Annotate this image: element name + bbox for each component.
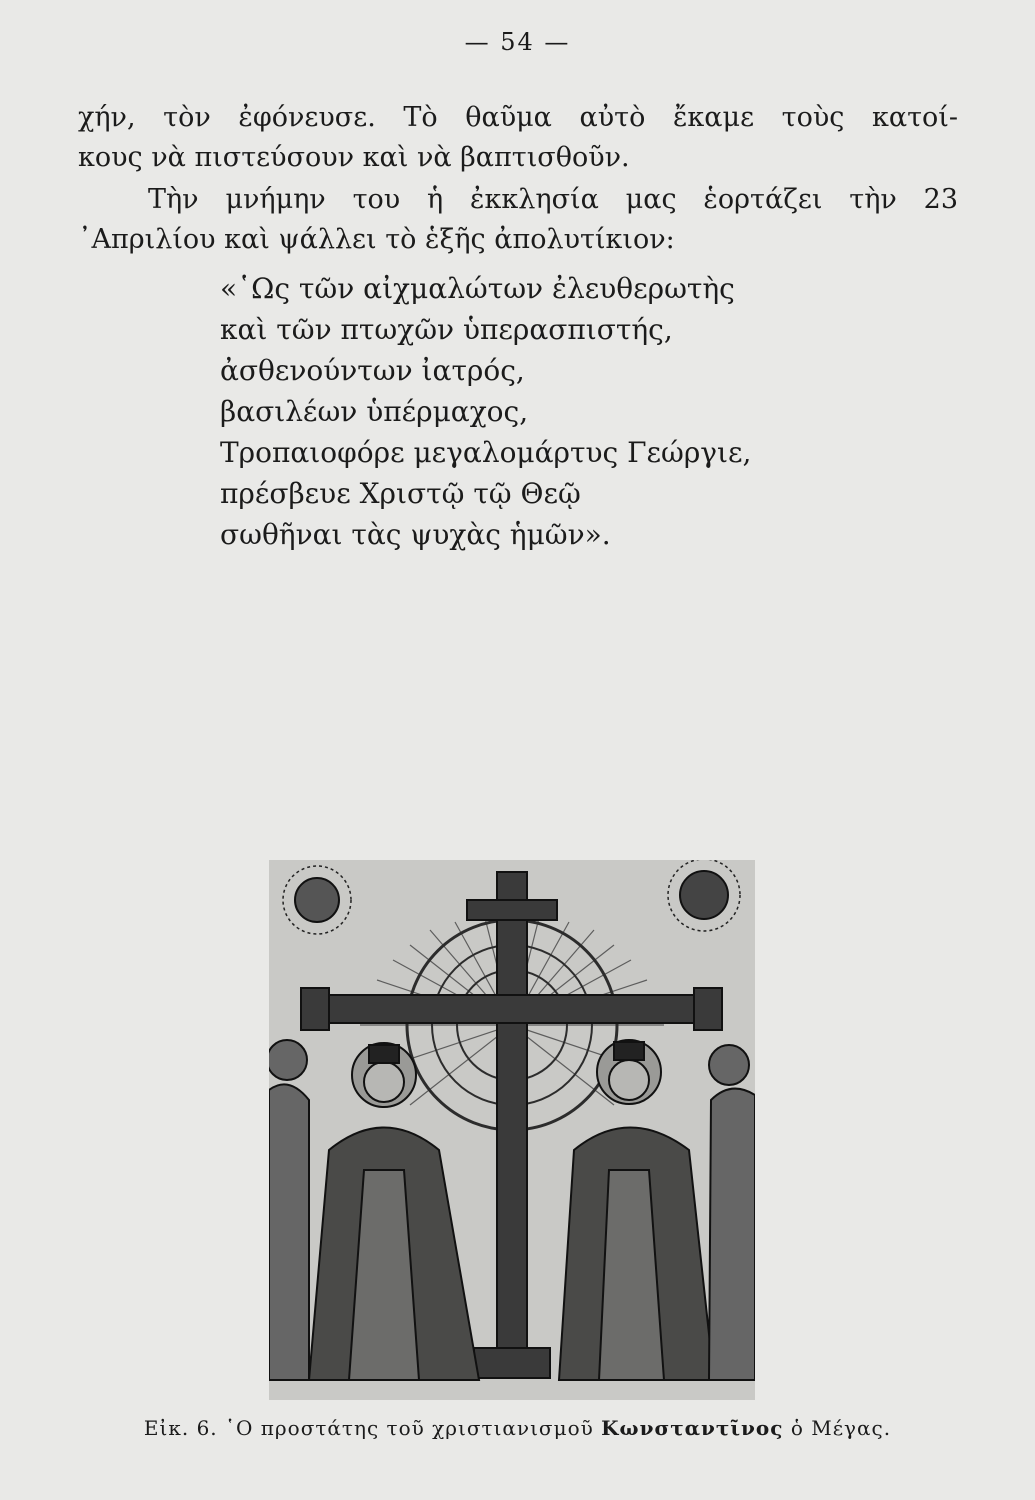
paragraph-1: [78, 98, 958, 178]
icon-illustration: [269, 860, 755, 1400]
hymn-line: «῾Ως τῶν αἰχμαλώτων ἐλευθερωτὴς: [220, 272, 735, 305]
caption-suffix: ὁ Μέγας.: [790, 1416, 892, 1440]
paragraph-2-line-2: ᾿Απριλίου καὶ ψάλλει τὸ ἑξῆς ἀπολυτίκιον:: [78, 224, 675, 255]
paragraph-2-line-1: Τὴν μνήμην του ἡ ἐκκλησία μας ἑορτάζει τὴν 23: [148, 184, 958, 215]
paragraph-2: [78, 180, 958, 260]
hymn-line: ἀσθενούντων ἰατρός,: [220, 354, 525, 387]
caption-prefix: Εἰκ. 6. ῾Ο προστάτης τοῦ χριστιανισμοῦ: [143, 1416, 594, 1440]
hymn-line: καὶ τῶν πτωχῶν ὑπερασπιστής,: [220, 313, 673, 346]
hymn-line: πρέσβευε Χριστῷ τῷ Θεῷ: [220, 477, 581, 510]
hymn-line: σωθῆναι τὰς ψυχὰς ἡμῶν».: [220, 518, 611, 551]
figure-caption: [0, 1416, 1035, 1440]
page-number: — 54 —: [464, 28, 571, 56]
caption-bold-name: Κωνσταντῖνος: [601, 1416, 784, 1440]
hymn-apolytikion: [220, 268, 860, 555]
hymn-line: Τροπαιοφόρε μεγαλομάρτυς Γεώργιε,: [220, 436, 752, 469]
hymn-line: βασιλέων ὑπέρμαχος,: [220, 395, 529, 428]
paragraph-1-line-2: κους νὰ πιστεύσουν καὶ νὰ βαπτισθοῦν.: [78, 142, 630, 173]
paragraph-1-line-1: χήν, τὸν ἐφόνευσε. Τὸ θαῦμα αὐτὸ ἔκαμε τοὺς κατοί-: [78, 102, 958, 133]
